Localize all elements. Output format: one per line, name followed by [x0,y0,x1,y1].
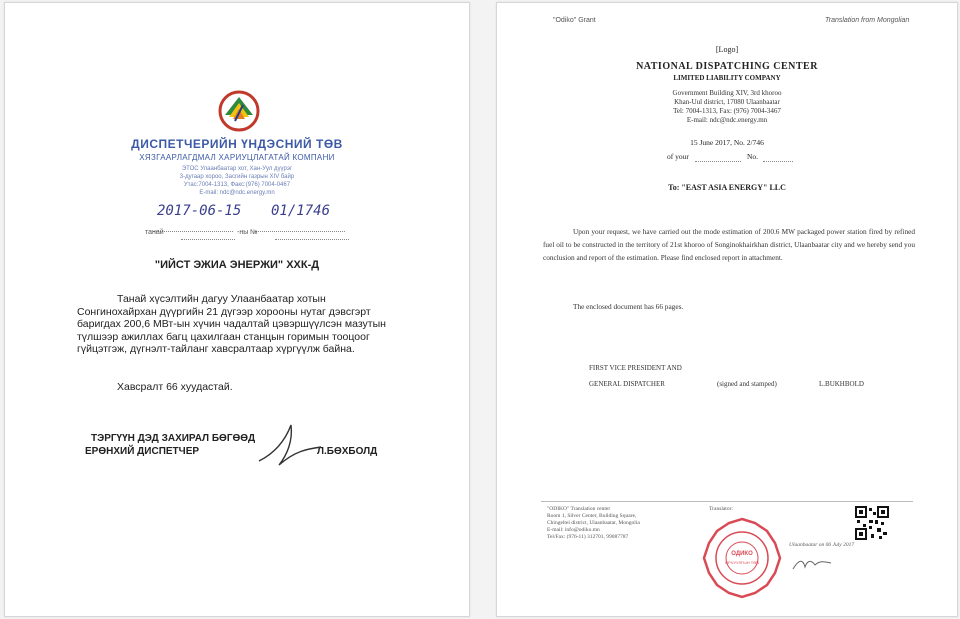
english-translation-page [496,2,958,617]
mongolian-letter-page [4,2,470,617]
en-address-line: Khan-Uul district, 17080 Ulaanbaatar [674,98,780,106]
translation-stamp-icon [701,517,783,599]
mn-recipient: "ИЙСТ ЭЖИА ЭНЕРЖИ" ХХК-Д [154,259,320,271]
en-date-number: 15 June 2017, No. 2/746 [690,138,764,147]
mn-signatory-title: ТЭРГҮҮН ДЭД ЗАХИРАЛ БӨГӨӨД [91,433,256,444]
en-logo-placeholder: [Logo] [715,45,739,54]
mn-date-handwritten: 2017-06-15 [157,203,242,219]
en-address-line: Tel: 7004-1313, Fax: (976) 7004-3467 [673,107,781,115]
en-footer-line: E-mail: info@odiko.mn [547,527,600,533]
mn-address-line: ЭТОС Улаанбаатар хот, Хан-Уул дүүрэг [181,166,293,172]
en-signatory-name: L.BUKHBOLD [819,380,864,388]
mn-address-line: 3-дугаар хороо, Засгийн газрын XIV байр [179,174,295,180]
en-footer-line: Tel/Fax: (976-11) 312701, 99087787 [547,534,629,540]
en-body-text: Upon your request, we have carried out the mode estimation of 200.6 MW packaged power station fired by refined fuel oil to be constructed in the territory of 21st khoroo of Songinokhairkhan district, Ulaanbaatar city and we hereby send you conclusion and report of the estimation. Please find enclosed report in attachment. [543,227,915,262]
en-signatory-title: GENERAL DISPATCHER [589,380,665,388]
mn-address-line: Утас:7004-1313, Факс:(976) 7004-0467 [183,182,291,188]
mn-address-line: E-mail: ndc@ndc.energy.mn [199,190,275,196]
en-address-line: Government Building XIV, 3rd khoroo [672,89,782,97]
mn-number-handwritten: 01/1746 [271,203,331,219]
mn-enclosure-note: Хавсралт 66 хуудастай. [117,381,233,393]
en-org-name: NATIONAL DISPATCHING CENTER [636,61,818,72]
en-of-your-label: of your [667,152,689,161]
mn-org-subtitle: ХЯЗГААРЛАГДМАЛ ХАРИУЦЛАГАТАЙ КОМПАНИ [139,153,335,162]
en-footer-line: "ODIKO" Translation center [547,506,611,512]
mn-body-text: Танай хүсэлтийн дагуу Улаанбаатар хотын Сонгинохайрхан дүүргийн 21 дүгээр хорооны нутаг дэвсгэрт баригдах 200,6 МВт-ын хүчин чадалтай цэвэршүүлсэн мазутын түлшээр ажиллах багц цахилгаан станцын горимын тооцоог гүйцэтгэж, дүгнэлт-тайланг хавсралтаар хүргүүлж байна. [77,293,386,355]
mn-number-label: -ны № [237,229,258,236]
mn-signatory-name: Л.БӨХБОЛД [317,446,378,457]
en-recipient: To: "EAST ASIA ENERGY" LLC [668,183,786,192]
translator-signature-icon [791,555,833,573]
en-footer-line: Chingeltei district, Ulaanbaatar, Mongolia [547,520,640,526]
en-signed-note: (signed and stamped) [717,380,777,388]
stamp-subtext: ОРЧУУЛГЫН ТӨВ [725,560,759,565]
en-footer-date: Ulaanbaatar on 06 July 2017 [789,542,855,548]
qr-code-icon [855,506,889,540]
en-footer-line: Room 1, Silver Center, Building Square, [547,513,637,519]
en-translator-label: Translator: [709,506,733,512]
signature-icon [255,421,325,471]
en-address-line: E-mail: ndc@ndc.energy.mn [686,116,768,124]
en-header-right: Translation from Mongolian [825,17,910,24]
stamp-text: ОДИКО [731,551,753,557]
en-no-label: No. [747,152,759,161]
ndc-logo-icon [217,89,261,133]
mn-signatory-title: ЕРӨНХИЙ ДИСПЕТЧЕР [85,446,200,457]
en-enclosure-note: The enclosed document has 66 pages. [573,302,684,311]
mn-org-name: ДИСПЕТЧЕРИЙН ҮНДЭСНИЙ ТӨВ [131,137,343,151]
mn-date-label: танай [145,229,164,236]
en-org-subtitle: LIMITED LIABILITY COMPANY [673,74,781,82]
en-header-left: "Odiko" Grant [553,17,596,24]
en-signatory-title: FIRST VICE PRESIDENT AND [589,364,682,372]
